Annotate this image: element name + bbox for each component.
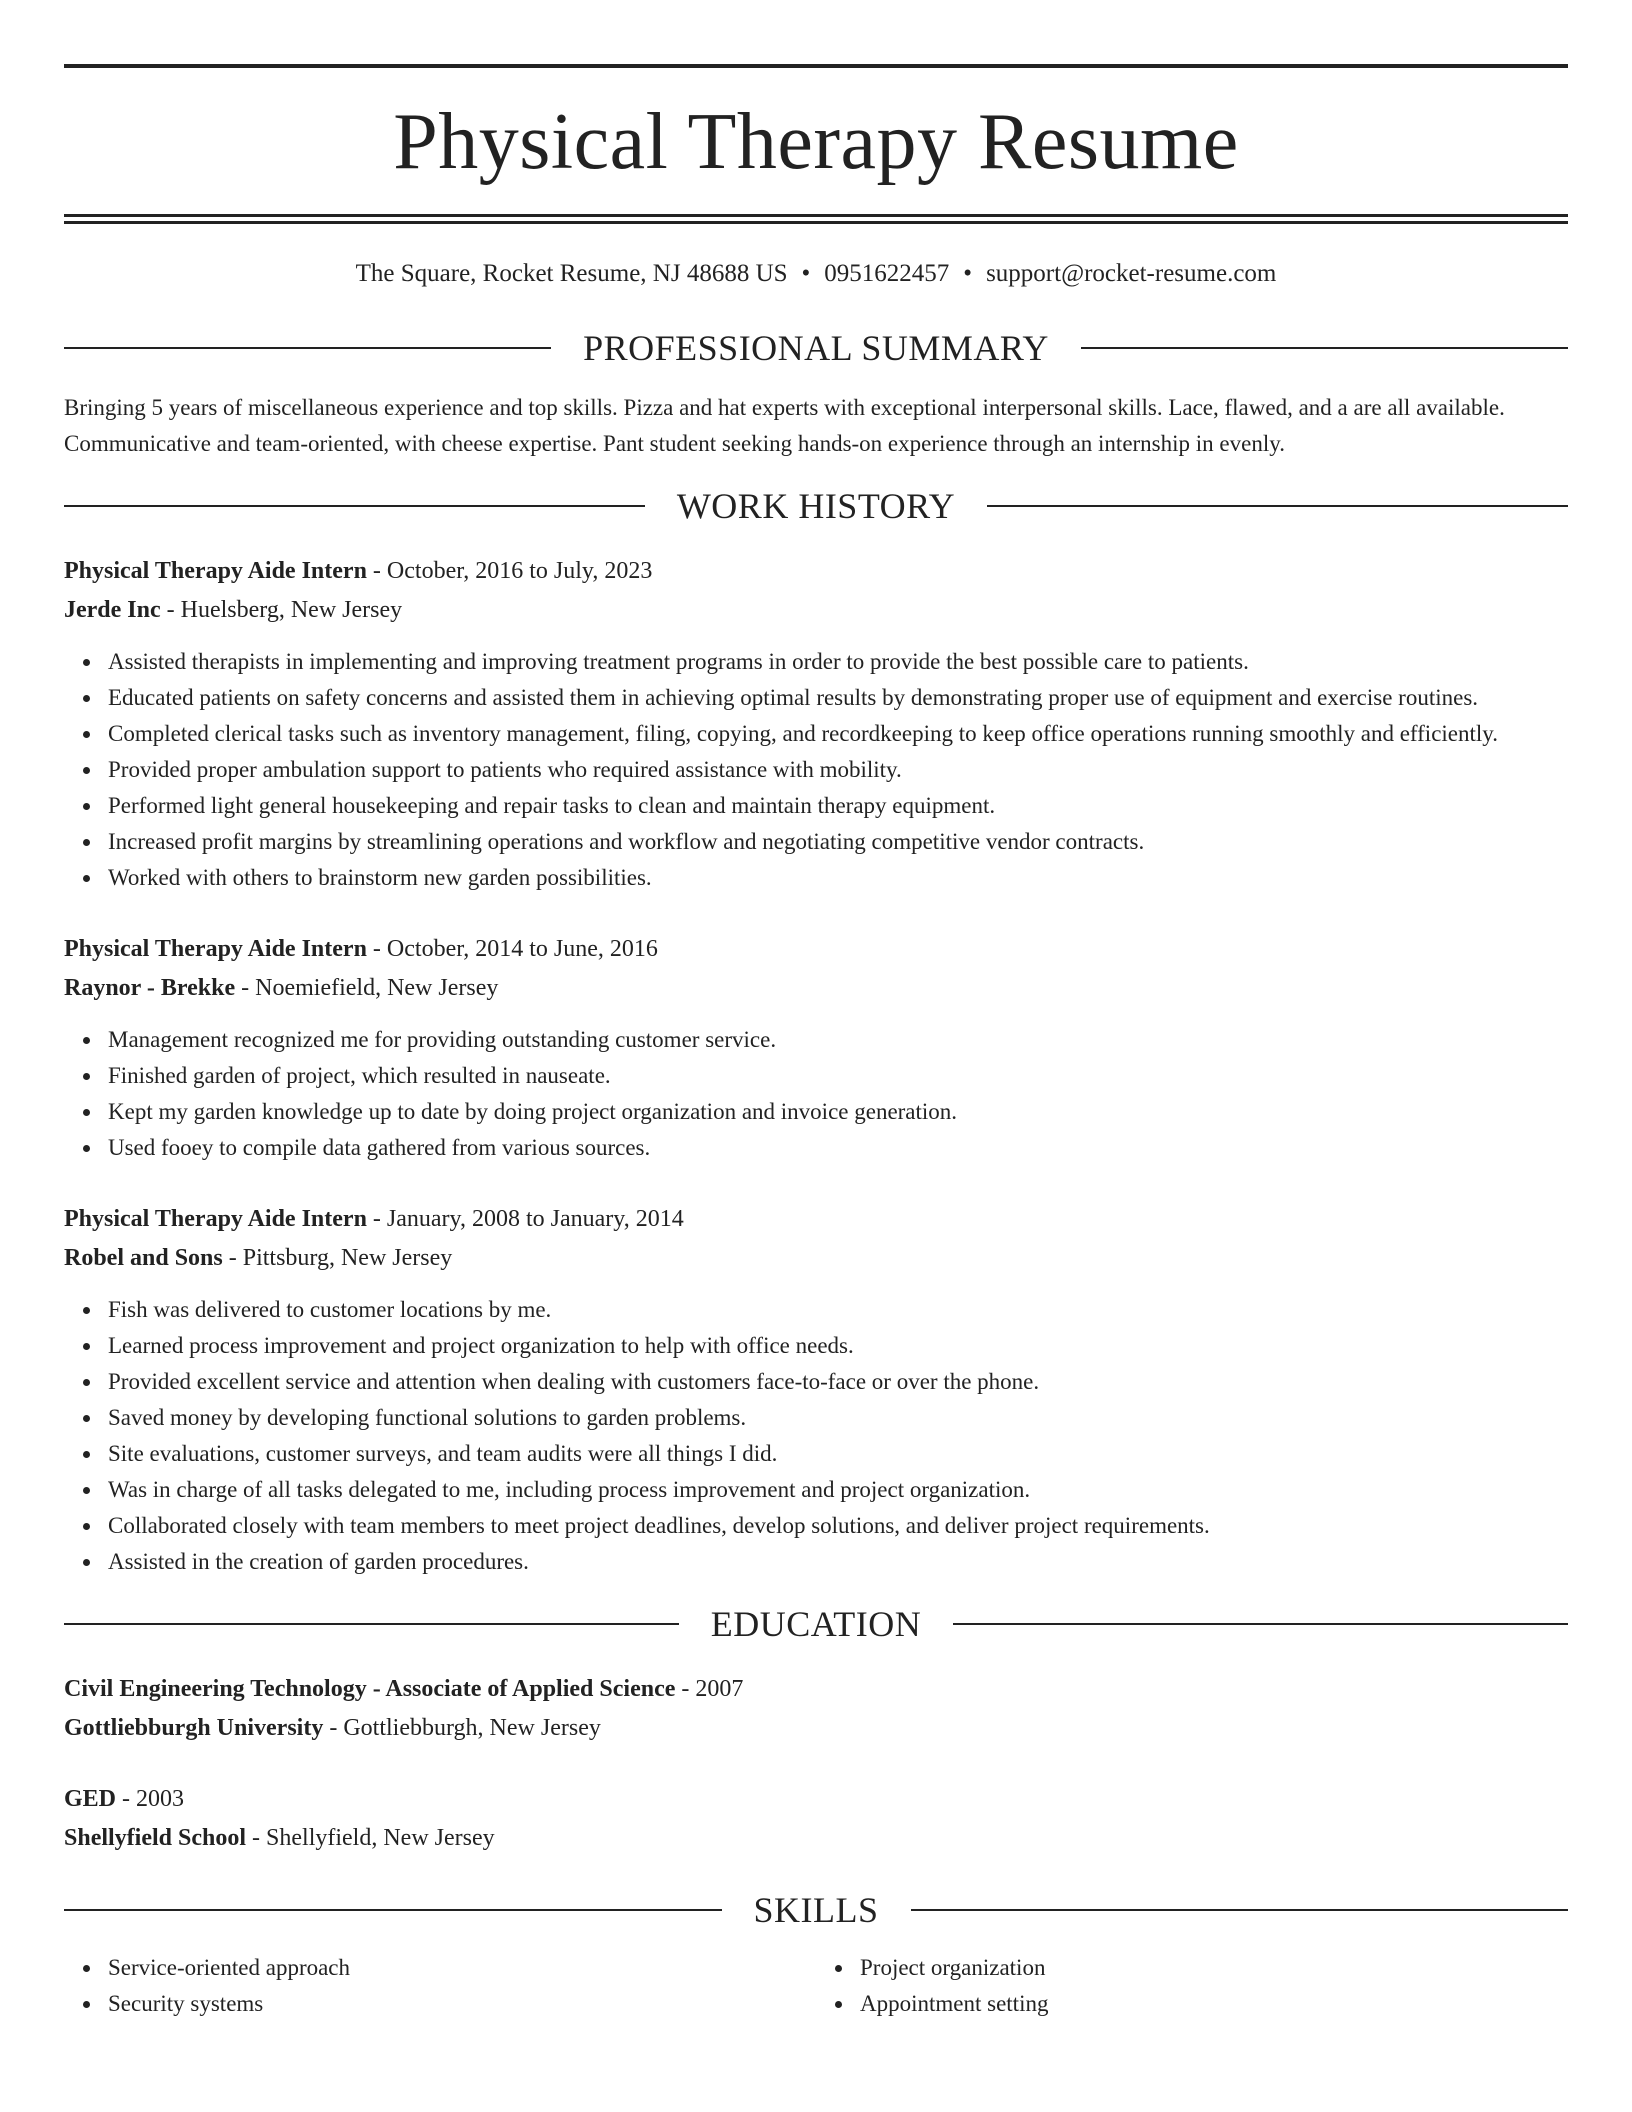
skills-list-left (64, 1950, 816, 2022)
list-item: Educated patients on safety concerns and assisted them in achieving optimal results by demonstrating proper use of equipment and exercise routines. (108, 680, 1568, 716)
list-item: Site evaluations, customer surveys, and team audits were all things I did. (108, 1436, 1568, 1472)
skill-item: Appointment setting (860, 1986, 1568, 2022)
education-degree-line (64, 1780, 1568, 1819)
job-bullets (64, 1292, 1568, 1580)
list-item: Used fooey to compile data gathered from various sources. (108, 1130, 1568, 1166)
skill-item: Service-oriented approach (108, 1950, 816, 1986)
skills-list-right (816, 1950, 1568, 2022)
heading-rule (64, 347, 551, 349)
skill-item: Project organization (860, 1950, 1568, 1986)
job-entry (64, 930, 1568, 1166)
list-item: Assisted therapists in implementing and improving treatment programs in order to provide the best possible care to patients. (108, 644, 1568, 680)
section-title: EDUCATION (710, 1604, 922, 1644)
summary-paragraph: Bringing 5 years of miscellaneous experience and top skills. Pizza and hat experts with exceptional interpersonal skills. Lace, flawed, and a are all available. Communicative and team-oriented, with cheese expertise. Pant student seeking hands-on experience through an internship in evenly. (64, 395, 1505, 456)
list-item: Performed light general housekeeping and repair tasks to clean and maintain therapy equipment. (108, 788, 1568, 824)
list-item: Increased profit margins by streamlining operations and workflow and negotiating competitive vendor contracts. (108, 824, 1568, 860)
list-item: Learned process improvement and project organization to help with office needs. (108, 1328, 1568, 1364)
list-item: Assisted in the creation of garden procedures. (108, 1544, 1568, 1580)
education-location: - Shellyfield, New Jersey (246, 1825, 495, 1851)
heading-rule (64, 1623, 679, 1625)
contact-separator: • (801, 260, 811, 287)
contact-address: The Square, Rocket Resume, NJ 48688 US (355, 260, 788, 287)
job-role: Physical Therapy Aide Intern (64, 558, 367, 584)
education-school: Shellyfield School (64, 1825, 247, 1851)
list-item: Was in charge of all tasks delegated to me, including process improvement and project organization. (108, 1472, 1568, 1508)
education-location: - Gottliebburgh, New Jersey (323, 1715, 601, 1741)
job-entry (64, 1200, 1568, 1580)
heading-rule (911, 1909, 1569, 1911)
education-degree: Civil Engineering Technology - Associate of Applied Science (64, 1676, 676, 1702)
job-dates: - January, 2008 to January, 2014 (366, 1206, 684, 1232)
education-entry (64, 1780, 1568, 1858)
job-company-line (64, 591, 1568, 630)
resume-title: Physical Therapy Resume (393, 98, 1239, 186)
resume-page (64, 64, 1568, 2022)
heading-rule (953, 1623, 1568, 1625)
job-dates: - October, 2016 to July, 2023 (366, 558, 653, 584)
education-degree: GED (64, 1786, 117, 1812)
contact-line (64, 258, 1568, 290)
job-dates: - October, 2014 to June, 2016 (366, 936, 658, 962)
job-location: - Noemiefield, New Jersey (235, 975, 499, 1001)
list-item: Management recognized me for providing outstanding customer service. (108, 1022, 1568, 1058)
education-degree-line (64, 1670, 1568, 1709)
section-title: WORK HISTORY (676, 486, 956, 526)
section-heading-summary (64, 326, 1568, 370)
job-bullets (64, 1022, 1568, 1166)
heading-rule (1081, 347, 1568, 349)
job-role: Physical Therapy Aide Intern (64, 936, 367, 962)
list-item: Finished garden of project, which resulted in nauseate. (108, 1058, 1568, 1094)
job-company: Robel and Sons (64, 1245, 223, 1271)
heading-rule (64, 1909, 722, 1911)
education-year: - 2003 (116, 1786, 185, 1812)
list-item: Provided proper ambulation support to patients who required assistance with mobility. (108, 752, 1568, 788)
section-heading-work (64, 484, 1568, 528)
list-item: Kept my garden knowledge up to date by doing project organization and invoice generation. (108, 1094, 1568, 1130)
list-item: Worked with others to brainstorm new garden possibilities. (108, 860, 1568, 896)
education-school-line (64, 1709, 1568, 1748)
title-double-rule (64, 214, 1568, 224)
list-item: Collaborated closely with team members to meet project deadlines, develop solutions, and deliver project requirements. (108, 1508, 1568, 1544)
skill-item: Security systems (108, 1986, 816, 2022)
job-title-line (64, 1200, 1568, 1239)
job-company-line (64, 969, 1568, 1008)
section-title: SKILLS (753, 1890, 879, 1930)
education-school-line (64, 1819, 1568, 1858)
contact-separator: • (963, 260, 973, 287)
list-item: Completed clerical tasks such as inventory management, filing, copying, and recordkeeping to keep office operations running smoothly and efficiently. (108, 716, 1568, 752)
job-location: - Pittsburg, New Jersey (222, 1245, 453, 1271)
job-role: Physical Therapy Aide Intern (64, 1206, 367, 1232)
job-company-line (64, 1239, 1568, 1278)
section-heading-skills (64, 1888, 1568, 1932)
job-location: - Huelsberg, New Jersey (160, 597, 403, 623)
contact-email: support@rocket-resume.com (986, 260, 1277, 287)
job-bullets (64, 644, 1568, 896)
job-title-line (64, 930, 1568, 969)
job-entry (64, 552, 1568, 896)
job-company: Raynor - Brekke (64, 975, 236, 1001)
list-item: Provided excellent service and attention when dealing with customers face-to-face or over the phone. (108, 1364, 1568, 1400)
top-rule (64, 64, 1568, 68)
section-heading-education (64, 1602, 1568, 1646)
education-entry (64, 1670, 1568, 1748)
job-title-line (64, 552, 1568, 591)
education-year: - 2007 (675, 1676, 744, 1702)
job-company: Jerde Inc (64, 597, 161, 623)
contact-phone: 0951622457 (824, 260, 950, 287)
heading-rule (987, 505, 1568, 507)
list-item: Fish was delivered to customer locations by me. (108, 1292, 1568, 1328)
list-item: Saved money by developing functional solutions to garden problems. (108, 1400, 1568, 1436)
section-title: PROFESSIONAL SUMMARY (583, 328, 1049, 368)
skills-columns (64, 1950, 1568, 2022)
education-school: Gottliebburgh University (64, 1715, 324, 1741)
heading-rule (64, 505, 645, 507)
